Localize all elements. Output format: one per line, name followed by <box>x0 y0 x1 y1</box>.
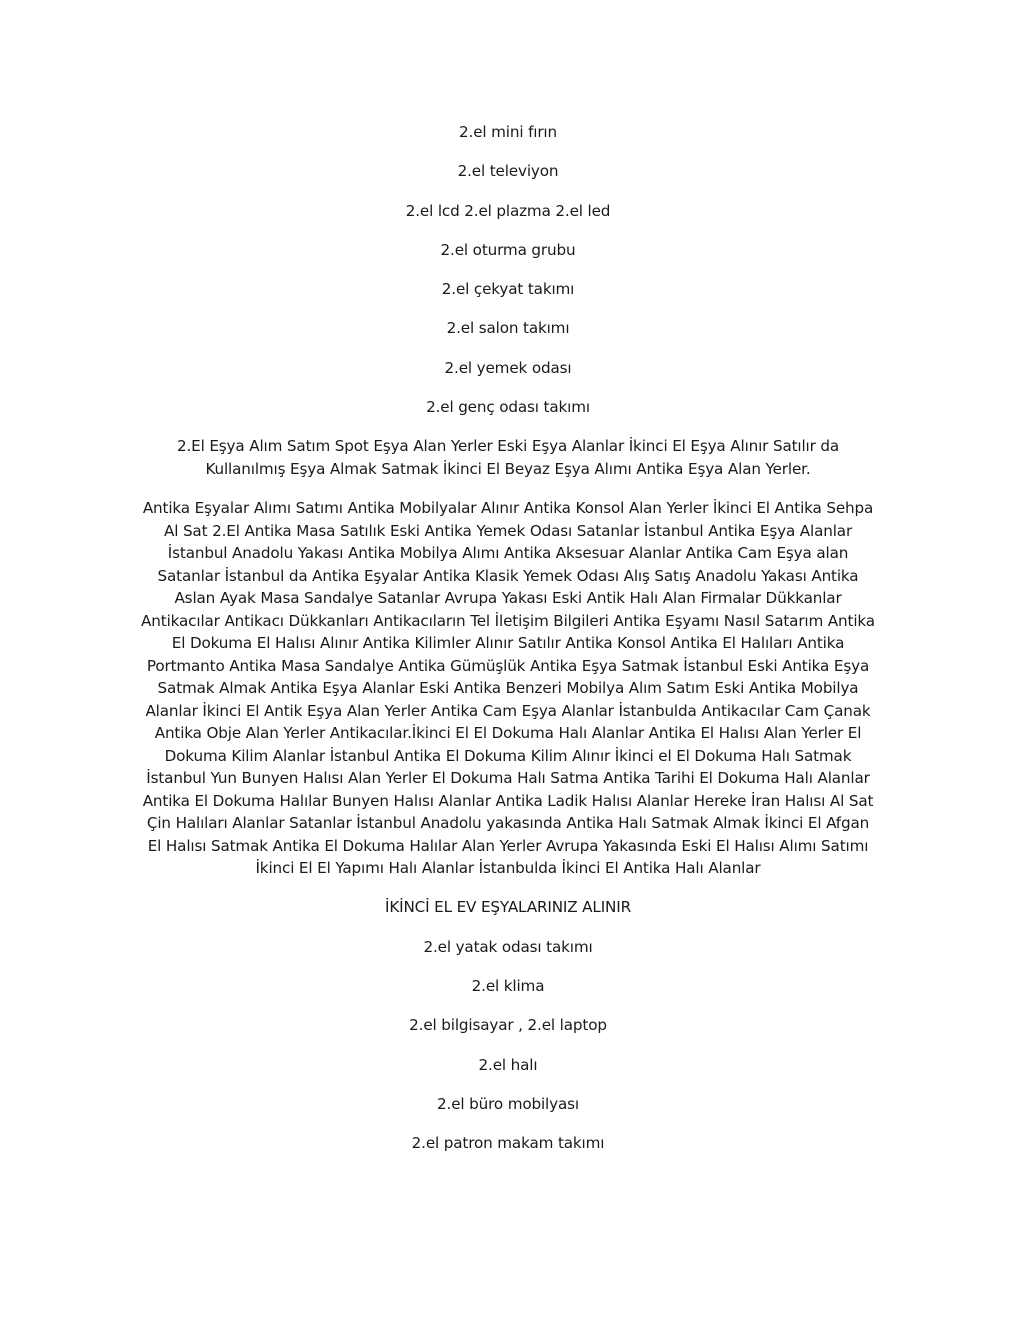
document-body <box>140 121 876 1172</box>
main-paragraph: Antika Eşyalar Alımı Satımı Antika Mobilyalar Alınır Antika Konsol Alan Yerler İkinci El Antika Sehpa Al Sat 2.El Antika Masa Satılık Eski Antika Yemek Odası Satanlar İstanbul Antika Eşya Alanlar İstanbul Anadolu Yakası Antika Mobilya Alımı Antika Aksesuar Alanlar Antika Cam Eşya alan Satanlar İstanbul da Antika Eşyalar Antika Klasik Yemek Odası Alış Satış Anadolu Yakası Antika Aslan Ayak Masa Sandalye Satanlar Avrupa Yakası Eski Antik Halı Alan Firmalar Dükkanlar Antikacılar Antikacı Dükkanları Antikacıların Tel İletişim Bilgileri Antika Eşyamı Nasıl Satarım Antika El Dokuma El Halısı Alınır Antika Kilimler Alınır Satılır Antika Konsol Antika El Halıları Antika Portmanto Antika Masa Sandalye Antika Gümüşlük Antika Eşya Satmak İstanbul Eski Antika Eşya Satmak Almak Antika Eşya Alanlar Eski Antika Benzeri Mobilya Alım Satım Eski Antika Mobilya Alanlar İkinci El Antik Eşya Alan Yerler Antika Cam Eşya Alanlar İstanbulda Antikacılar Cam Çanak Antika Obje Alan Yerler Antikacılar.İkinci El El Dokuma Halı Alanlar Antika El Halısı Alan Yerler El Dokuma Kilim Alanlar İstanbul Antika El Dokuma Kilim Alınır İkinci el El Dokuma Halı Satmak İstanbul Yun Bunyen Halısı Alan Yerler El Dokuma Halı Satma Antika Tarihi El Dokuma Halı Alanlar Antika El Dokuma Halılar Bunyen Halısı Alanlar Antika Ladik Halısı Alanlar Hereke İran Halısı Al Sat Çin Halıları Alanlar Satanlar İstanbul Anadolu yakasında Antika Halı Satmak Almak İkinci El Afgan El Halısı Satmak Antika El Dokuma Halılar Alan Yerler Avrupa Yakasında Eski El Halısı Alımı Satımı İkinci El El Yapımı Halı Alanlar İstanbulda İkinci El Antika Halı Alanlar <box>141 499 875 878</box>
intro-paragraph: 2.El Eşya Alım Satım Spot Eşya Alan Yerler Eski Eşya Alanlar İkinci El Eşya Alınır Satılır da Kullanılmış Eşya Almak Satmak İkinci El Beyaz Eşya Alımı Antika Eşya Alan Yerler. <box>176 437 840 478</box>
list-item: 2.el oturma grubu <box>440 240 576 259</box>
list-item: 2.el televiyon <box>457 162 559 181</box>
list-item: 2.el salon takımı <box>446 319 570 338</box>
list-item: 2.el klima <box>471 977 545 996</box>
section-heading: İKİNCİ EL EV EŞYALARINIZ ALINIR <box>385 898 631 917</box>
list-item: 2.el çekyat takımı <box>441 280 575 299</box>
list-item: 2.el patron makam takımı <box>411 1134 605 1153</box>
list-item: 2.el yemek odası <box>444 358 572 377</box>
list-item: 2.el halı <box>478 1055 538 1074</box>
list-item: 2.el büro mobilyası <box>437 1094 579 1113</box>
list-item: 2.el lcd 2.el plazma 2.el led <box>405 201 611 220</box>
list-item: 2.el yatak odası takımı <box>423 937 593 956</box>
list-item: 2.el mini fırın <box>459 123 557 141</box>
list-item: 2.el genç odası takımı <box>426 398 590 417</box>
list-item: 2.el bilgisayar , 2.el laptop <box>409 1016 607 1035</box>
